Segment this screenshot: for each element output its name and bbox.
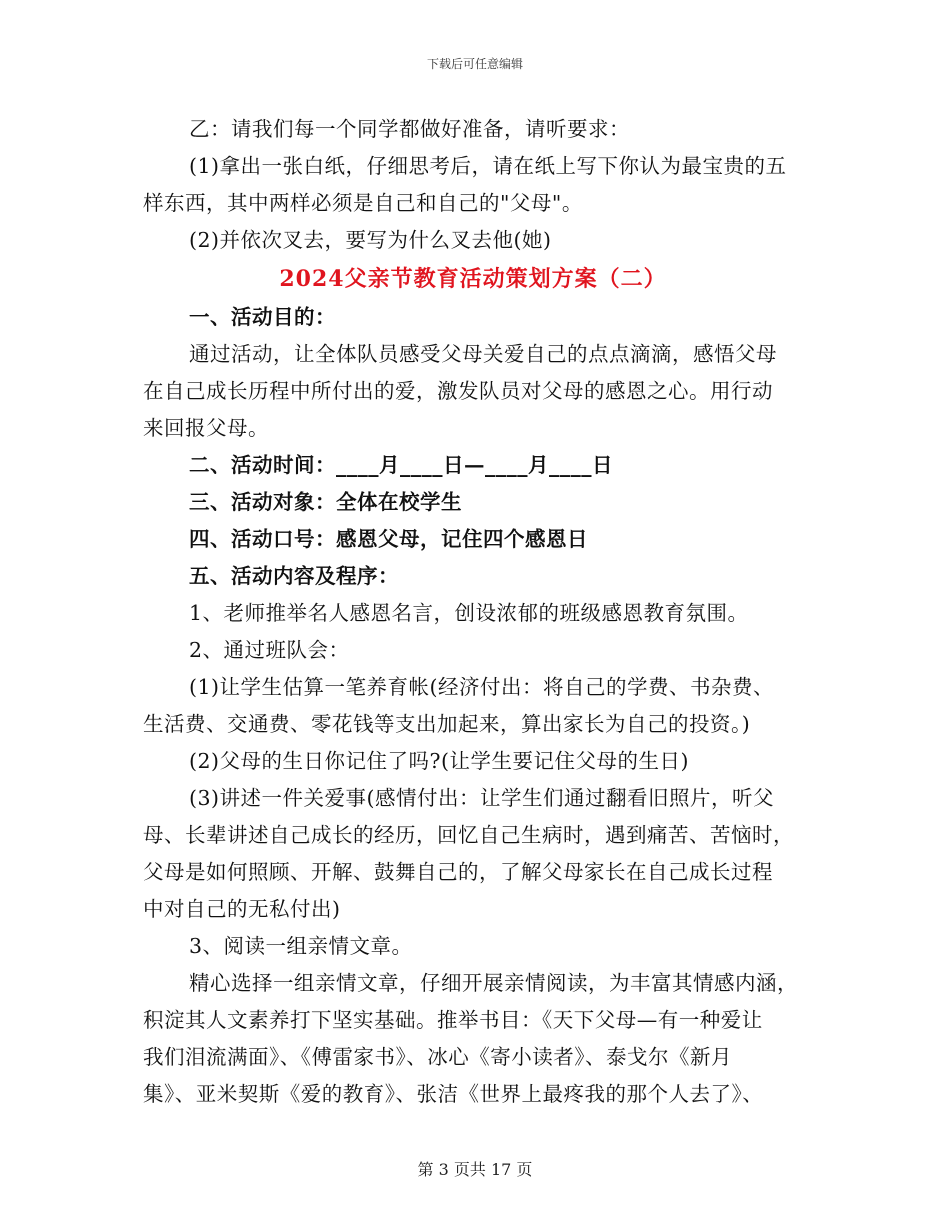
section-title: 2024父亲节教育活动策划方案（二） — [279, 266, 667, 292]
page-footer: 第 3 页共 17 页 — [417, 1160, 533, 1179]
paragraph-line: (1)拿出一张白纸，仔细思考后，请在纸上写下你认为最宝贵的五 — [189, 154, 787, 178]
paragraph-line: 父母是如何照顾、开解、鼓舞自己的，了解父母家长在自己成长过程 — [143, 860, 773, 884]
list-item: 3、阅读一组亲情文章。 — [189, 934, 413, 958]
paragraph-line: (1)让学生估算一笔养育帐(经济付出：将自己的学费、书杂费、 — [189, 675, 775, 699]
paragraph-line: 我们泪流满面》、《傅雷家书》、冰心《寄小读者》、泰戈尔《新月 — [143, 1045, 732, 1069]
paragraph-line: 积淀其人文素养打下坚实基础。推举书目：《天下父母—有一种爱让 — [143, 1008, 763, 1032]
paragraph-line: (2)父母的生日你记住了吗?(让学生要记住父母的生日) — [189, 749, 690, 773]
heading-slogan: 四、活动口号：感恩父母，记住四个感恩日 — [189, 527, 588, 551]
paragraph-line: 生活费、交通费、零花钱等支出加起来，算出家长为自己的投资。) — [143, 712, 751, 736]
paragraph-line: 通过活动，让全体队员感受父母关爱自己的点点滴滴，感悟父母 — [189, 342, 777, 366]
paragraph-line: 精心选择一组亲情文章，仔细开展亲情阅读，为丰富其情感内涵， — [189, 971, 798, 995]
paragraph-line: 来回报父母。 — [143, 416, 269, 440]
heading-audience: 三、活动对象：全体在校学生 — [189, 490, 462, 514]
paragraph-line: 中对自己的无私付出) — [143, 897, 341, 921]
document-body — [143, 111, 803, 1113]
list-item: 1、老师推举名人感恩名言，创设浓郁的班级感恩教育氛围。 — [189, 601, 749, 625]
page-header: 下载后可任意编辑 — [426, 57, 523, 71]
paragraph-line: 乙：请我们每一个同学都做好准备，请听要求： — [189, 117, 630, 141]
list-item: 2、通过班队会： — [189, 638, 350, 662]
paragraph-line: (2)并依次叉去，要写为什么叉去他(她) — [189, 228, 552, 252]
paragraph-line: 样东西，其中两样必须是自己和自己的"父母"。 — [143, 191, 583, 215]
paragraph-line: 母、长辈讲述自己成长的经历，回忆自己生病时，遇到痛苦、苦恼时， — [143, 823, 794, 847]
paragraph-line: (3)讲述一件关爱事(感情付出：让学生们通过翻看旧照片，听父 — [189, 786, 775, 810]
paragraph-line: 在自己成长历程中所付出的爱，激发队员对父母的感恩之心。用行动 — [143, 379, 773, 403]
paragraph-line: 集》、亚米契斯《爱的教育》、张洁《世界上最疼我的那个人去了》、 — [143, 1082, 764, 1106]
heading-time: 二、活动时间：____月____日—____月____日 — [189, 453, 613, 477]
heading-procedure: 五、活动内容及程序： — [189, 564, 399, 588]
heading-purpose: 一、活动目的： — [189, 305, 336, 329]
